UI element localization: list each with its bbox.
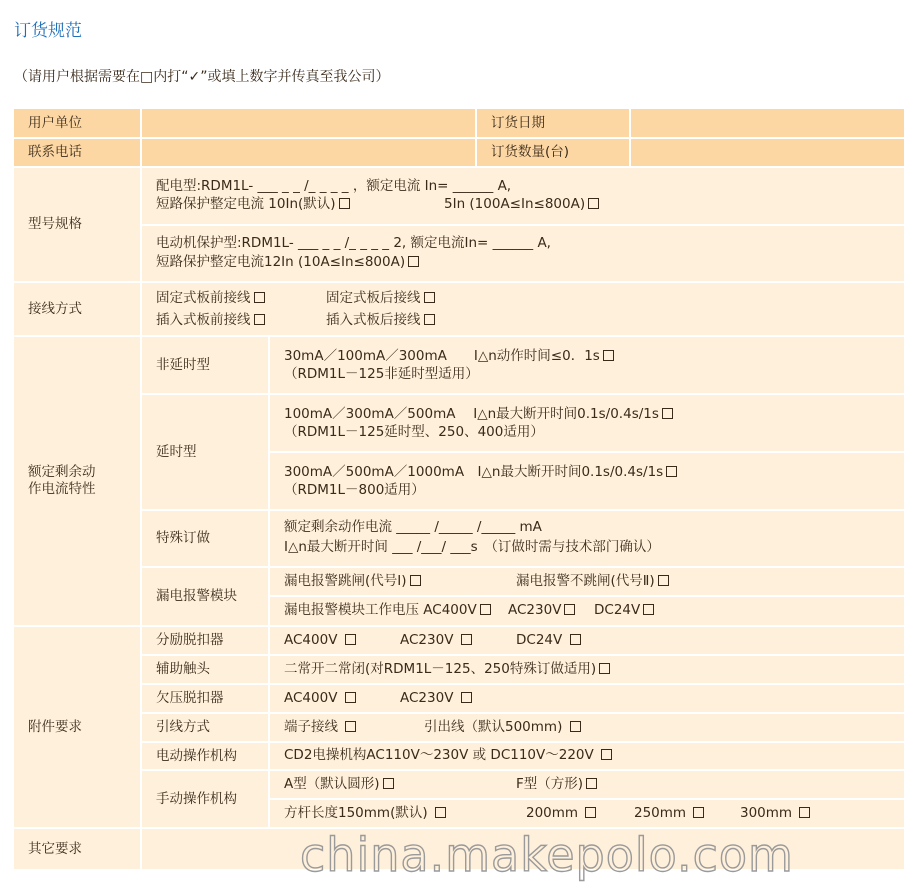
model-motor-short-circuit-line: 短路保护整定电流12In (10A≤In≤800A) (156, 254, 419, 271)
divider (142, 224, 904, 226)
checkbox-alarm-dc24[interactable] (643, 604, 654, 615)
manual-length-options: 方杆长度150mm(默认) 200mm 250mm 300mm (270, 800, 904, 827)
label-order-date: 订货日期 (477, 109, 629, 137)
checkbox-motor-op[interactable] (601, 749, 612, 760)
checkbox-shunt-dc24[interactable] (570, 634, 581, 645)
label-special: 特殊订做 (142, 511, 268, 566)
model-distribution-line: 配电型:RDM1L- ___ _ _ /_ _ _ _ ，额定电流 In= ______ A, (156, 178, 512, 194)
checkbox-len-200[interactable] (585, 807, 596, 818)
undervoltage-options: AC400V AC230V (270, 685, 904, 712)
checkbox-manual-a[interactable] (383, 778, 394, 789)
special-content: 额定剩余动作电流 _____ /_____ /_____ mA I△n最大断开时间 ___ /___/ ___s （订做时需与技术部门确认） (270, 511, 904, 566)
delay-option-1: 100mA／300mA／500mA I△n最大断开时间0.1s/0.4s/1s （RDM1L－125延时型、250、400适用） (270, 395, 904, 451)
model-motor-line: 电动机保护型:RDM1L- ___ _ _ /_ _ _ _ 2, 额定电流In= ______ A, (156, 235, 551, 251)
label-model-spec: 型号规格 (14, 168, 140, 281)
checkbox-wiring-d[interactable] (424, 314, 435, 325)
checkbox-lead-wire[interactable] (570, 721, 581, 732)
checkbox-len-150[interactable] (435, 807, 446, 818)
checkbox-len-300[interactable] (799, 807, 810, 818)
checkbox-lead-terminal[interactable] (345, 721, 356, 732)
delay-option-2: 300mA／500mA／1000mA I△n最大断开时间0.1s/0.4s/1s （RDM1L－800适用） (270, 453, 904, 509)
label-lead: 引线方式 (142, 714, 268, 741)
aux-options: 二常开二常闭(对RDM1L－125、250特殊订做适用) (270, 656, 904, 683)
label-residual-current: 额定剩余动 作电流特性 (14, 337, 140, 625)
lead-options: 端子接线 引出线（默认500mm) (270, 714, 904, 741)
nodelay-content: 30mA／100mA／300mA I△n动作时间≤0．1s （RDM1L－125非延时型适用） (270, 337, 904, 393)
checkbox-alarm-trip[interactable] (410, 575, 421, 586)
label-other: 其它要求 (14, 829, 140, 869)
wiring-content (142, 283, 904, 335)
checkbox-uv-ac400[interactable] (345, 692, 356, 703)
checkbox-delay-2[interactable] (666, 466, 677, 477)
wiring-option-d: 插入式板后接线 (326, 312, 435, 329)
label-shunt: 分励脱扣器 (142, 627, 268, 654)
wiring-option-b: 固定式板后接线 (326, 290, 435, 307)
alarm-options: 漏电报警跳闸(代号Ⅰ) 漏电报警不跳闸(代号Ⅱ) (270, 568, 904, 595)
wiring-option-c: 插入式板前接线 (156, 312, 265, 329)
checkbox-10in[interactable] (339, 198, 350, 209)
page-title: 订货规范 (14, 21, 82, 41)
checkbox-alarm-ac400[interactable] (480, 604, 491, 615)
checkbox-12in[interactable] (408, 256, 419, 267)
checkbox-alarm-notrip[interactable] (658, 575, 669, 586)
manual-type-options: A型（默认圆形) F型（方形) (270, 771, 904, 798)
alarm-voltage: 漏电报警模块工作电压 AC400V AC230V DC24V (270, 597, 904, 625)
watermark: china.makepolo.com (300, 828, 794, 882)
field-phone[interactable] (142, 139, 475, 166)
checkbox-wiring-b[interactable] (424, 292, 435, 303)
instruction-note: （请用户根据需要在□内打“✓”或填上数字并传真至我公司） (14, 69, 390, 85)
label-user-unit: 用户单位 (14, 109, 140, 137)
model-5in-option: 5In (100A≤In≤800A) (444, 196, 599, 213)
checkbox-delay-1[interactable] (662, 408, 673, 419)
shunt-options: AC400V AC230V DC24V (270, 627, 904, 654)
label-order-qty: 订货数量(台) (477, 139, 629, 166)
label-nodelay: 非延时型 (142, 337, 268, 393)
checkbox-len-250[interactable] (693, 807, 704, 818)
label-delay: 延时型 (142, 395, 268, 509)
label-alarm: 漏电报警模块 (142, 568, 268, 625)
label-undervoltage: 欠压脱扣器 (142, 685, 268, 712)
wiring-option-a: 固定式板前接线 (156, 290, 265, 307)
checkbox-wiring-a[interactable] (254, 292, 265, 303)
checkbox-nodelay[interactable] (603, 350, 614, 361)
label-accessory: 附件要求 (14, 627, 140, 827)
checkbox-aux[interactable] (599, 663, 610, 674)
label-aux: 辅助触头 (142, 656, 268, 683)
checkbox-5in[interactable] (588, 198, 599, 209)
label-wiring: 接线方式 (14, 283, 140, 335)
field-order-qty[interactable] (631, 139, 904, 166)
checkbox-shunt-ac400[interactable] (345, 634, 356, 645)
field-order-date[interactable] (631, 109, 904, 137)
field-user-unit[interactable] (142, 109, 475, 137)
motor-op-options: CD2电操机构AC110V～230V 或 DC110V～220V (270, 743, 904, 769)
label-manual-op: 手动操作机构 (142, 771, 268, 827)
checkbox-manual-f[interactable] (586, 778, 597, 789)
model-short-circuit-line: 短路保护整定电流 10In(默认) (156, 196, 350, 213)
checkbox-wiring-c[interactable] (254, 314, 265, 325)
checkbox-alarm-ac230[interactable] (564, 604, 575, 615)
label-motor-op: 电动操作机构 (142, 743, 268, 769)
label-phone: 联系电话 (14, 139, 140, 166)
checkbox-uv-ac230[interactable] (461, 692, 472, 703)
checkbox-shunt-ac230[interactable] (461, 634, 472, 645)
